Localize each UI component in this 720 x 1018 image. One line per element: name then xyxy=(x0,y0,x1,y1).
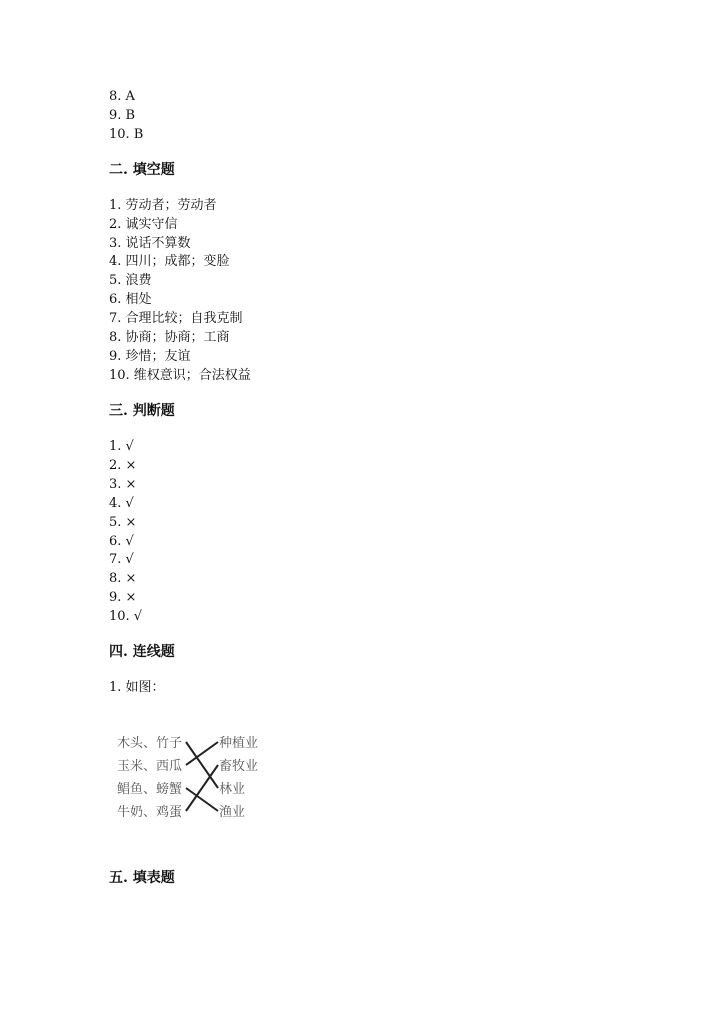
answer-line: 5. × xyxy=(109,515,137,530)
answer-line: 8. 协商；协商；工商 xyxy=(109,330,230,345)
match-left-item: 牛奶、鸡蛋 xyxy=(117,805,183,820)
match-connector-lines xyxy=(186,742,218,811)
match-connector-line xyxy=(186,742,218,765)
match-connector-line xyxy=(186,788,218,811)
match-connector-line xyxy=(186,742,218,788)
answer-line: 5. 浪费 xyxy=(109,273,152,288)
answer-line: 9. B xyxy=(109,108,136,123)
answer-line: 10. √ xyxy=(109,609,143,624)
answer-line: 8. × xyxy=(109,571,137,586)
match-right-item: 林业 xyxy=(219,782,246,797)
answer-line: 6. √ xyxy=(109,534,134,549)
answer-line: 2. 诚实守信 xyxy=(109,217,178,232)
answer-line: 7. 合理比较；自我克制 xyxy=(109,311,243,326)
match-right-item: 渔业 xyxy=(219,805,246,820)
match-connector-line xyxy=(186,765,218,811)
match-right-item: 种植业 xyxy=(219,736,259,751)
section-heading-fill-table: 五. 填表题 xyxy=(109,870,175,886)
matching-figure xyxy=(112,728,282,828)
section-heading-true-false: 三. 判断题 xyxy=(109,403,175,419)
answer-line: 10. 维权意识；合法权益 xyxy=(109,368,251,383)
answer-line: 6. 相处 xyxy=(109,292,152,307)
answer-line: 4. 四川；成都；变脸 xyxy=(109,254,230,269)
match-left-item: 鲳鱼、螃蟹 xyxy=(117,782,183,797)
match-left-item: 木头、竹子 xyxy=(117,736,183,751)
answer-line: 9. × xyxy=(109,590,137,605)
section-heading-matching: 四. 连线题 xyxy=(109,644,175,660)
answer-line: 7. √ xyxy=(109,552,134,567)
answer-line: 4. √ xyxy=(109,496,134,511)
answer-line: 8. A xyxy=(109,89,135,104)
section-heading-fill-blank: 二. 填空题 xyxy=(109,162,175,178)
match-left-item: 玉米、西瓜 xyxy=(117,759,183,774)
answer-line: 1. √ xyxy=(109,439,134,454)
answer-line: 1. 如图： xyxy=(109,680,165,695)
answer-line: 3. 说话不算数 xyxy=(109,236,191,251)
match-right-item: 畜牧业 xyxy=(219,759,259,774)
answer-line: 10. B xyxy=(109,127,144,142)
answer-line: 3. × xyxy=(109,477,137,492)
answer-line: 9. 珍惜；友谊 xyxy=(109,349,191,364)
answer-line: 1. 劳动者；劳动者 xyxy=(109,198,217,213)
answer-line: 2. × xyxy=(109,458,137,473)
